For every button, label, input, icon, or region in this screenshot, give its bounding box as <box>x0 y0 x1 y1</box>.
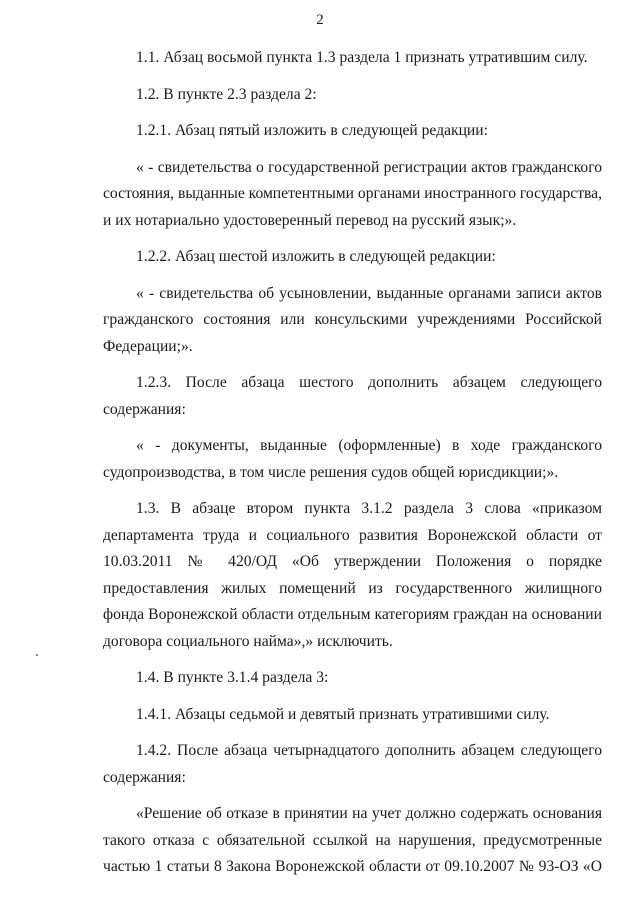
quote-paragraph-2: « - свидетельства об усыновлении, выданные органами записи актов гражданского состояния или консульскими учреждениями Российской Федерации;». <box>103 284 602 355</box>
paragraph-1-4-1: 1.4.1. Абзацы седьмой и девятый признать утратившими силу. <box>136 705 550 723</box>
paragraph-1-4: 1.4. В пункте 3.1.4 раздела 3: <box>136 669 329 686</box>
paragraph-1-2-2: 1.2.2. Абзац шестой изложить в следующей редакции: <box>136 248 496 265</box>
paragraph-1-2: 1.2. В пункте 2.3 раздела 2: <box>136 85 317 103</box>
quote-paragraph-1: « - свидетельства о государственной регистрации актов гражданского состояния, выданные компетентными органами иностранного государства, и их нотариально удостоверенный перевод на русский язык;». <box>103 158 602 229</box>
paragraph-1-3: 1.3. В абзаце втором пункта 3.1.2 раздела 3 слова «приказом департамента труда и социального развития Воронежской области от 10.03.2011 № 420/ОД «Об утверждении Положения о порядке предоставления жилых помещений из государственного жилищного фонда Воронежской области отдельным категориям граждан на основании договора социального найма»,» исключить. <box>103 500 602 650</box>
paragraph-1-1: 1.1. Абзац восьмой пункта 1.3 раздела 1 признать утратившим силу. <box>136 49 588 66</box>
paragraph-1-2-1: 1.2.1. Абзац пятый изложить в следующей редакции: <box>136 122 488 139</box>
page-number: 2 <box>316 12 324 28</box>
paragraph-1-2-3: 1.2.3. После абзаца шестого дополнить абзацем следующего содержания: <box>103 374 602 418</box>
quote-paragraph-3: « - документы, выданные (оформленные) в ходе гражданского судопроизводства, в том числе решения судов общей юрисдикции;». <box>103 437 602 481</box>
margin-speck <box>36 654 38 656</box>
paragraph-1-4-2: 1.4.2. После абзаца четырнадцатого дополнить абзацем следующего содержания: <box>103 742 602 786</box>
document-body <box>103 45 602 891</box>
quote-paragraph-4: «Решение об отказе в принятии на учет должно содержать основания такого отказа с обязательной ссылкой на нарушения, предусмотренные частью 1 статьи 8 Закона Воронежской области от 09.10.2007 № 93-ОЗ «О <box>103 805 602 875</box>
